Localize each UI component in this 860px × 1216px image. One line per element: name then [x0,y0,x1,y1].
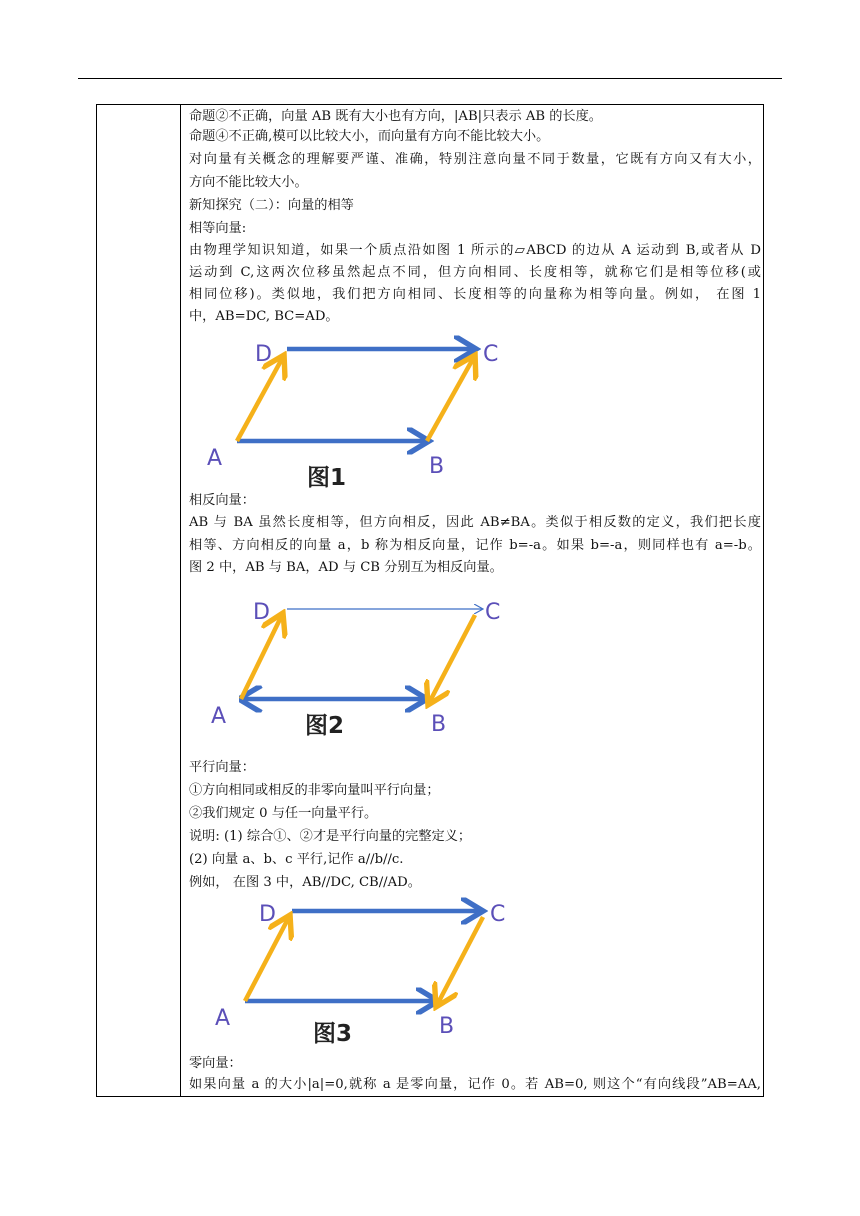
vector-CB [437,917,483,1005]
text-line: 相同位移)。类似地，我们把方向相同、长度相等的向量称为相等向量。例如， 在图 1 [189,287,761,302]
text-line: 相等、方向相反的向量 a，b 称为相反向量，记作 b=-a。如果 b=-a，则同样也有 a=-b。 [189,538,761,553]
left-column-cell [97,105,181,1096]
text-line: ①方向相同或相反的非零向量叫平行向量； [189,783,440,798]
point-label-B: B [431,712,447,737]
text-line: 图 2 中，AB 与 BA，AD 与 CB 分别互为相反向量。 [189,560,503,575]
text-line: 例如， 在图 3 中，AB//DC, CB//AD。 [189,875,421,890]
figure-caption: 图2 [305,713,345,739]
vector-AD [241,615,282,699]
term-heading: 相等向量: [189,221,247,236]
term-heading: 零向量： [189,1056,242,1071]
lesson-table [96,104,764,1097]
vector-AD [237,357,283,441]
point-label-C: C [483,342,499,367]
text-line: 说明: (1) 综合①、②才是平行向量的完整定义； [189,829,472,844]
point-label-D: D [253,600,270,625]
text-line: (2) 向量 a、b、c 平行,记作 a//b//c. [189,852,404,867]
header-rule [78,78,782,79]
term-heading: 平行向量： [189,760,255,775]
point-label-B: B [429,454,445,479]
text-line: 中，AB=DC, BC=AD。 [189,309,339,324]
point-label-D: D [259,902,276,927]
point-label-C: C [490,902,506,927]
term-heading: 相反向量： [189,493,255,508]
text-line: 方向不能比较大小。 [189,175,308,190]
text-line: 由物理学知识知道，如果一个质点沿如图 1 所示的▱ABCD 的边从 A 运动到 B,或者从 D [189,243,761,258]
text-line: 命题④不正确,模可以比较大小，而向量有方向不能比较大小。 [189,129,550,144]
point-label-A: A [207,446,223,471]
figure-caption: 图1 [307,465,347,491]
point-label-D: D [255,342,272,367]
figure-1 [189,327,529,492]
point-label-C: C [485,600,501,625]
figure-2 [189,587,529,752]
point-label-B: B [439,1014,455,1039]
point-label-A: A [211,704,227,729]
section-heading: 新知探究（二）：向量的相等 [189,198,354,213]
text-line: 如果向量 a 的大小|a|=0,就称 a 是零向量，记作 0。若 AB=0, 则这个“有向线段”AB=AA, [189,1077,761,1092]
vector-BC [427,357,474,441]
figure-caption: 图3 [313,1021,353,1047]
text-line: 运动到 C,这两次位移虽然起点不同，但方向相同、长度相等，就称它们是相等位移(或 [189,265,761,280]
figure-3 [189,891,529,1056]
vector-AD [245,917,289,1001]
text-line: ②我们规定 0 与任一向量平行。 [189,806,378,821]
text-line: 命题②不正确，向量 AB 既有大小也有方向，|AB|只表示 AB 的长度。 [189,109,602,124]
point-label-A: A [215,1006,231,1031]
text-line: 对向量有关概念的理解要严谨、准确，特别注意向量不同于数量，它既有方向又有大小， [189,152,761,167]
text-line: AB 与 BA 虽然长度相等，但方向相反，因此 AB≠BA。类似于相反数的定义，我们把长度 [189,515,761,530]
vector-CB [429,615,475,703]
